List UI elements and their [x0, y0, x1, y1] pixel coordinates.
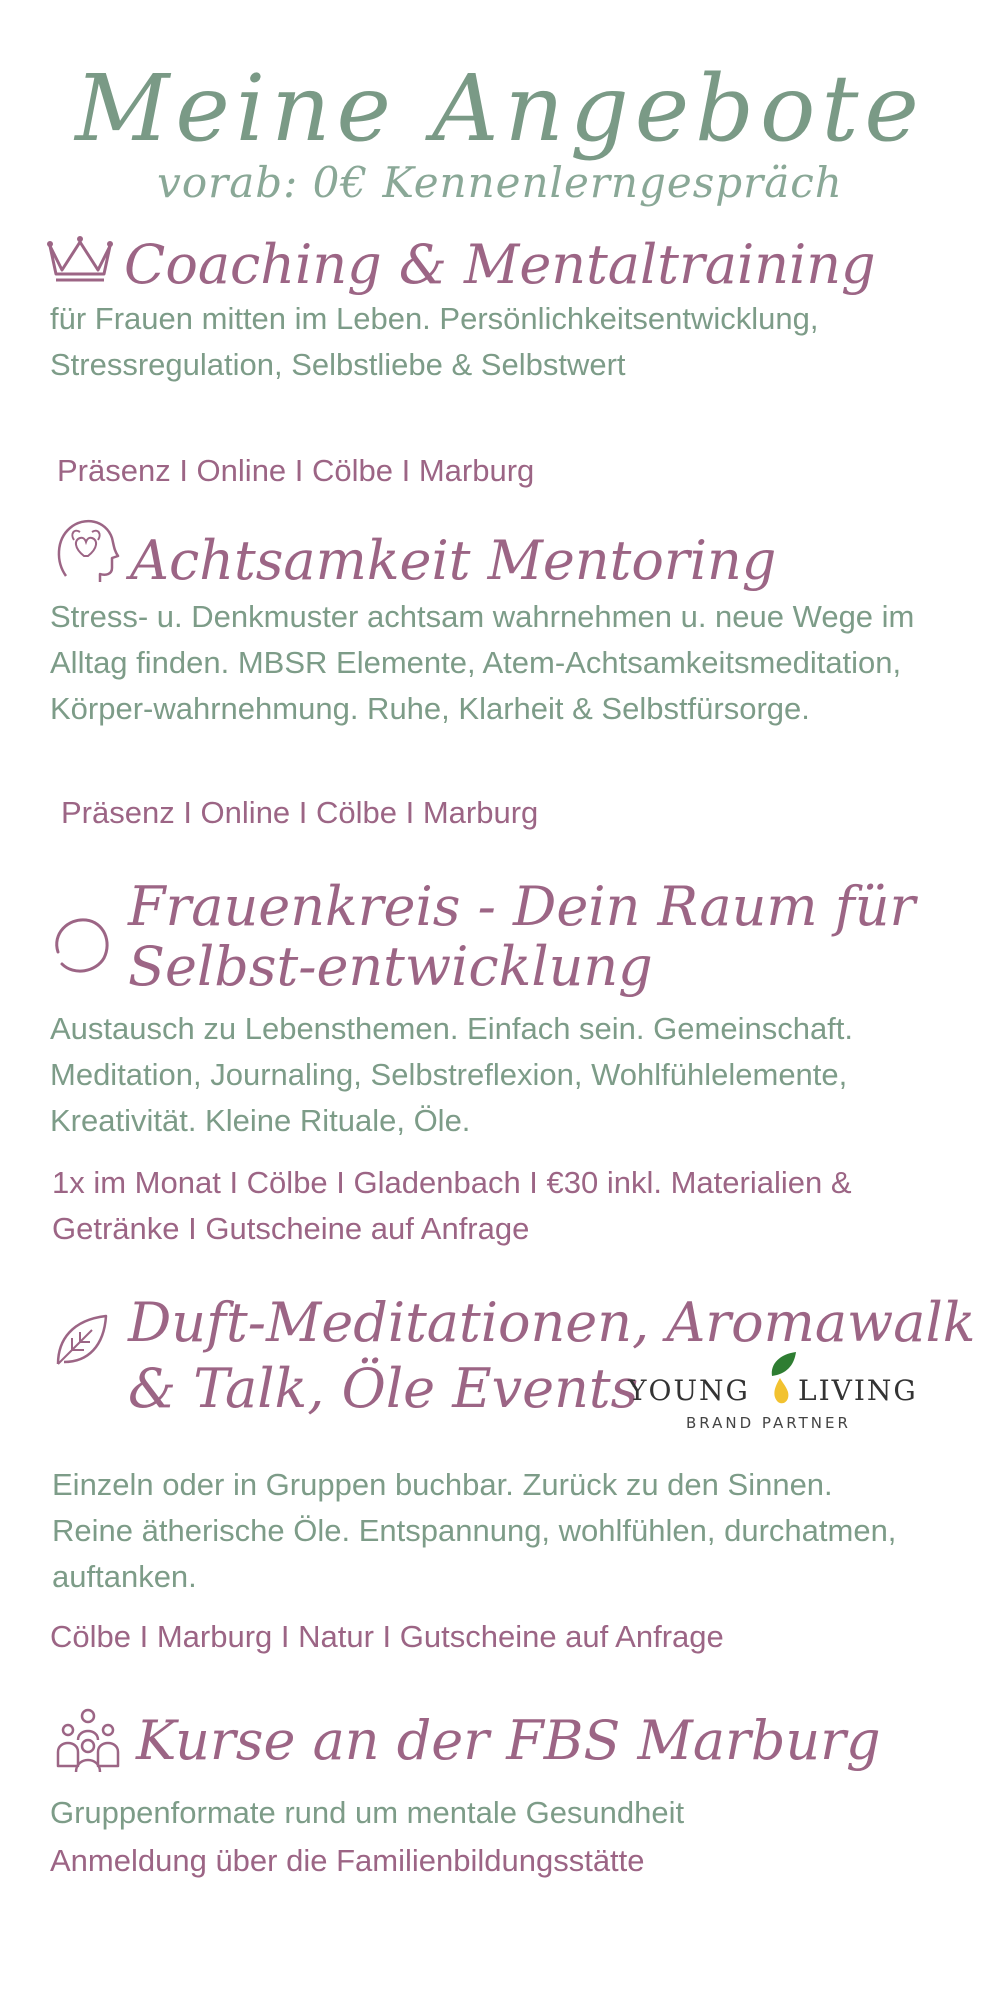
crown-icon [44, 232, 116, 284]
brand-word-right: LIVING [798, 1374, 918, 1407]
brand-word-left: YOUNG [628, 1374, 750, 1407]
head-heart-icon [54, 516, 120, 586]
section-body: für Frauen mitten im Leben. Persönlichkeitsentwicklung, Stressregulation, Selbstliebe & Selbstwert [50, 301, 819, 382]
brand-subline: BRAND PARTNER [686, 1414, 851, 1432]
leaf-icon [52, 1310, 110, 1370]
section-heading: Achtsamkeit Mentoring [130, 529, 777, 592]
section-meta: Präsenz I Online I Cölbe I Marburg [57, 453, 535, 488]
section-body: Stress- u. Denkmuster achtsam wahrnehmen u. neue Wege im Alltag finden. MBSR Elemente, Atem-Achtsamkeitsmeditation, Körper-wahrnehmung. Ruhe, Klarheit & Selbstfürsorge. [50, 599, 915, 726]
young-living-logo [628, 1352, 928, 1432]
page-subtitle: vorab: 0€ Kennenlerngespräch [157, 158, 843, 207]
section-heading: Kurse an der FBS Marburg [136, 1709, 881, 1772]
section-heading-line2: & Talk, Öle Events [128, 1357, 639, 1420]
section-meta: Anmeldung über die Familienbildungsstätte [50, 1843, 645, 1878]
section-meta: Präsenz I Online I Cölbe I Marburg [61, 795, 539, 830]
section-body: Einzeln oder in Gruppen buchbar. Zurück zu den Sinnen. Reine ätherische Öle. Entspannung, wohlfühlen, durchatmen, auftanken. [52, 1467, 897, 1594]
section-meta: 1x im Monat I Cölbe I Gladenbach I €30 inkl. Materialien & Getränke I Gutscheine auf Anfrage [52, 1165, 852, 1246]
section-heading-line1: Frauenkreis - Dein Raum für [128, 875, 916, 938]
page-title: Meine Angebote [75, 55, 925, 162]
drop-leaf-icon [766, 1352, 800, 1408]
circle-icon [48, 912, 114, 978]
section-body: Austausch zu Lebensthemen. Einfach sein. Gemeinschaft. Meditation, Journaling, Selbstreflexion, Wohlfühlelemente, Kreativität. Kleine Rituale, Öle. [50, 1011, 854, 1138]
section-heading: Coaching & Mentaltraining [124, 233, 876, 296]
group-icon [54, 1706, 122, 1774]
section-heading-line2: Selbst-entwicklung [128, 935, 653, 998]
section-meta: Cölbe I Marburg I Natur I Gutscheine auf Anfrage [50, 1619, 724, 1654]
section-heading-line1: Duft-Meditationen, Aromawalk [128, 1291, 976, 1354]
section-body: Gruppenformate rund um mentale Gesundheit [50, 1795, 685, 1830]
